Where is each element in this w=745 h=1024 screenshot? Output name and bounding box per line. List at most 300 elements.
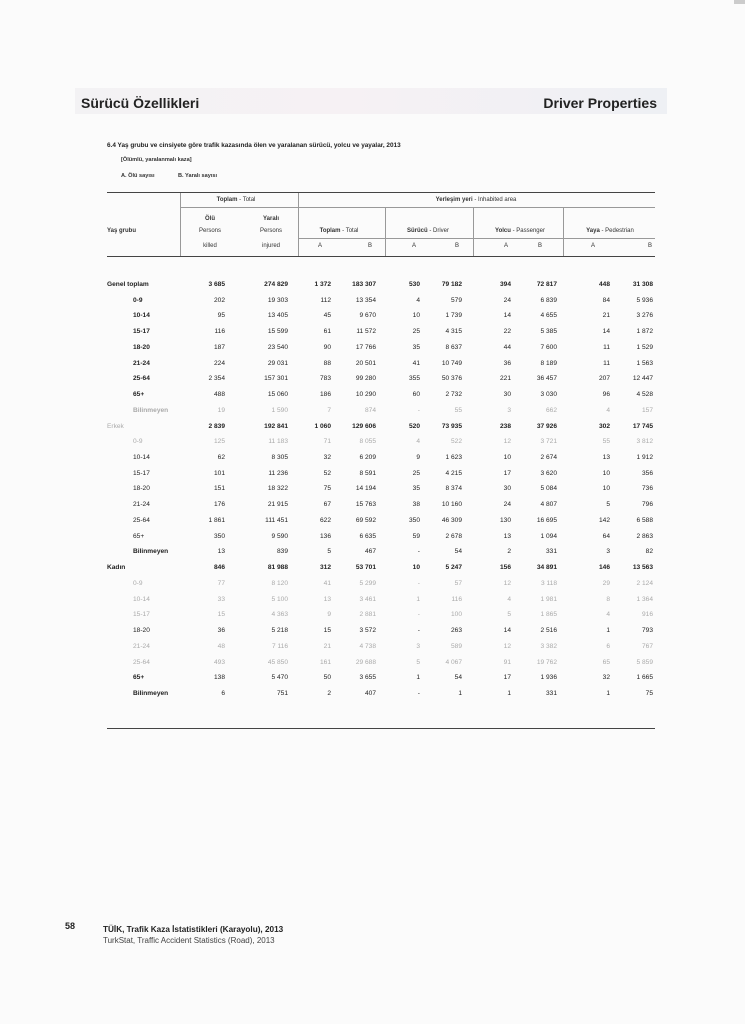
header-injured-en2: injured	[261, 243, 281, 249]
table-cell: 14	[503, 627, 511, 635]
table-cell: 6	[221, 689, 225, 697]
table-cell: 9	[327, 611, 331, 619]
table-cell: 4 363	[271, 611, 288, 619]
table-cell: 17	[503, 469, 511, 477]
table-cell: 75	[323, 485, 331, 493]
divider-total	[180, 193, 181, 256]
table-cell: 1 861	[208, 516, 225, 524]
table-cell: 79 182	[441, 281, 462, 288]
table-cell: 793	[641, 627, 653, 635]
table-cell: 1	[458, 689, 462, 697]
table-cell: 54	[454, 548, 462, 556]
table-cell: 23 540	[267, 343, 288, 351]
table-cell: 1 865	[540, 611, 557, 619]
table-cell: 12	[503, 438, 511, 446]
header-age-group: Yaş grubu	[107, 228, 137, 234]
table-cell: 41	[323, 579, 331, 587]
table-cell: 6 588	[636, 516, 653, 524]
table-cell: 3 620	[540, 469, 557, 477]
table-cell: 8 055	[359, 438, 376, 446]
table-cell: 796	[641, 501, 653, 509]
table-cell: 52	[323, 469, 331, 477]
table-cell: 312	[319, 564, 331, 572]
table-cell: 662	[545, 406, 557, 414]
header-rule-1	[180, 207, 655, 208]
table-cell: 142	[598, 516, 610, 524]
table-cell: 161	[319, 658, 331, 666]
table-subcaption: [Ölümlü, yaralanmalı kaza]	[121, 157, 192, 163]
divider-passenger	[473, 208, 474, 256]
table-cell: 274 829	[264, 281, 288, 288]
row-label: Kadın	[107, 564, 126, 572]
table-cell: 7 116	[271, 642, 288, 650]
table-cell: 10 160	[441, 501, 462, 509]
table-cell: 331	[545, 689, 557, 697]
table-cell: 50 376	[441, 375, 462, 383]
table-cell: 2 354	[208, 375, 225, 383]
table-cell: 8	[606, 595, 610, 603]
header-bottom-rule	[107, 256, 655, 257]
page-number: 58	[65, 921, 76, 931]
table-cell: 1	[606, 627, 610, 635]
scan-edge-mark	[734, 0, 745, 4]
table-cell: 783	[319, 375, 331, 383]
header-passenger: Yolcu - Passenger	[495, 228, 545, 234]
table-cell: 839	[276, 548, 288, 556]
table-cell: 3	[416, 642, 420, 650]
table-cell: 1 872	[636, 328, 653, 336]
table-cell: 15 599	[267, 328, 288, 336]
table-cell: 5	[507, 611, 511, 619]
table-cell: 45 850	[267, 658, 288, 666]
table-cell: 5 084	[540, 485, 557, 493]
table-cell: 2 732	[445, 391, 462, 399]
table-cell: 112	[320, 296, 331, 304]
table-cell: -	[417, 406, 420, 414]
table-cell: 4 738	[359, 642, 376, 650]
table-cell: 45	[323, 312, 331, 320]
table-cell: 156	[499, 564, 511, 572]
table-cell: 5 247	[445, 564, 462, 572]
table-cell: 21	[602, 312, 610, 320]
table-cell: 22	[503, 328, 511, 336]
footer-source-en: TurkStat, Traffic Accident Statistics (Road), 2013	[103, 936, 275, 945]
table-cell: 331	[545, 548, 557, 556]
row-label: 25-64	[133, 375, 150, 383]
table-cell: 8 305	[271, 454, 288, 462]
table-cell: 916	[641, 611, 653, 619]
table-cell: 5 218	[271, 627, 288, 635]
table-cell: 88	[323, 359, 331, 367]
table-cell: 355	[408, 375, 420, 383]
table-cell: 100	[450, 611, 462, 619]
table-cell: 35	[412, 485, 420, 493]
table-cell: 11	[603, 343, 610, 351]
table-cell: 41	[412, 359, 420, 367]
table-cell: 1 739	[445, 312, 462, 320]
table-cell: 5 936	[636, 296, 653, 304]
table-cell: 4 807	[540, 501, 557, 509]
table-cell: 176	[213, 501, 225, 509]
header-passenger-b: B	[537, 243, 543, 249]
table-cell: 151	[213, 485, 225, 493]
table-cell: 31 308	[632, 281, 653, 288]
table-cell: 95	[217, 312, 225, 320]
row-label: 15-17	[133, 611, 150, 619]
row-label: Bilinmeyen	[133, 548, 169, 556]
table-cell: 11	[603, 359, 610, 367]
table-cell: 5 100	[271, 595, 288, 603]
table-cell: 17 745	[632, 422, 653, 430]
table-cell: 13	[503, 532, 511, 540]
table-cell: 520	[408, 422, 420, 430]
table-cell: 1 094	[540, 532, 557, 540]
header-total-a: A	[317, 243, 323, 249]
legend-b: B. Yaralı sayısı	[178, 173, 218, 179]
table-cell: 90	[323, 343, 331, 351]
table-cell: 34 891	[536, 564, 557, 572]
row-label: 15-17	[133, 328, 150, 336]
table-cell: 67	[323, 501, 331, 509]
table-cell: 21 915	[267, 501, 288, 509]
table-cell: 130	[499, 516, 511, 524]
table-cell: 20 501	[355, 359, 376, 367]
table-cell: 21	[323, 642, 331, 650]
row-label: Erkek	[107, 422, 124, 430]
row-label: 10-14	[133, 312, 150, 320]
table-cell: 10	[412, 312, 420, 320]
table-cell: 11 572	[356, 328, 376, 336]
table-cell: 157	[641, 406, 653, 414]
table-cell: 91	[503, 658, 511, 666]
table-cell: 59	[412, 532, 420, 540]
table-cell: 11 183	[268, 438, 288, 446]
table-cell: -	[417, 627, 420, 635]
table-cell: 202	[213, 296, 225, 304]
table-cell: 2 863	[636, 532, 653, 540]
table-cell: 6	[606, 642, 610, 650]
table-cell: 4 067	[445, 658, 462, 666]
table-cell: 350	[408, 516, 420, 524]
table-cell: 13	[217, 548, 225, 556]
table-cell: 5 385	[540, 328, 557, 336]
header-total-b: B	[367, 243, 373, 249]
table-cell: 751	[276, 689, 288, 697]
table-cell: 25	[412, 469, 420, 477]
table-cell: 72 817	[536, 281, 557, 288]
row-label: Bilinmeyen	[133, 689, 169, 697]
table-cell: 84	[602, 296, 610, 304]
table-cell: 32	[602, 674, 610, 682]
legend-a: A. Ölü sayısı	[121, 173, 155, 179]
table-cell: 8 637	[445, 343, 462, 351]
table-cell: 19 762	[536, 658, 557, 666]
table-cell: 29 031	[267, 359, 288, 367]
row-label: 10-14	[133, 595, 150, 603]
table-cell: -	[417, 689, 420, 697]
section-title-tr: Sürücü Özellikleri	[81, 95, 200, 111]
table-cell: 55	[602, 438, 610, 446]
header-inhabited: Yerleşim yeri - Inhabited area	[435, 197, 517, 203]
table-cell: 302	[598, 422, 610, 430]
table-cell: 82	[645, 548, 653, 556]
table-cell: 1 563	[636, 359, 653, 367]
table-cell: 589	[450, 642, 462, 650]
table-cell: 35	[412, 343, 420, 351]
footer-source-tr: TÜİK, Trafik Kaza İstatistikleri (Karayolu), 2013	[103, 925, 284, 934]
table-cell: 2 678	[445, 532, 462, 540]
table-cell: 46 309	[441, 516, 462, 524]
table-cell: 4	[416, 296, 420, 304]
table-cell: 29	[602, 579, 610, 587]
table-cell: 9 590	[271, 532, 288, 540]
table-cell: 1 623	[445, 454, 462, 462]
table-cell: 1 665	[636, 674, 653, 682]
table-cell: 12 447	[632, 375, 653, 383]
table-cell: 186	[319, 391, 331, 399]
table-cell: 10 290	[355, 391, 376, 399]
table-cell: 10	[602, 485, 610, 493]
table-cell: 15	[323, 627, 331, 635]
table-cell: 8 591	[359, 469, 376, 477]
table-cell: 4	[416, 438, 420, 446]
table-cell: 17 766	[355, 343, 376, 351]
table-cell: 29 688	[355, 658, 376, 666]
header-pedestrian-a: A	[590, 243, 596, 249]
table-bottom-rule	[107, 728, 655, 729]
table-cell: 6 839	[540, 296, 557, 304]
table-cell: 25	[412, 328, 420, 336]
table-cell: 522	[450, 438, 462, 446]
table-cell: 3	[507, 406, 511, 414]
table-cell: 48	[217, 642, 225, 650]
table-cell: 13	[323, 595, 331, 603]
table-cell: 4 528	[636, 391, 653, 399]
table-cell: 5	[416, 658, 420, 666]
row-label: 0-9	[133, 438, 143, 446]
row-label: 25-64	[133, 516, 150, 524]
table-cell: 116	[214, 328, 225, 336]
table-cell: 10	[602, 469, 610, 477]
table-cell: 221	[499, 375, 511, 383]
table-cell: 3 276	[636, 312, 653, 320]
row-label: 15-17	[133, 469, 150, 477]
header-injured-tr: Yaralı	[262, 216, 280, 222]
table-cell: 394	[499, 281, 511, 288]
table-cell: -	[417, 611, 420, 619]
divider-pedestrian	[563, 208, 564, 256]
table-cell: 24	[503, 296, 511, 304]
table-cell: 3 572	[359, 627, 376, 635]
header-dead-en2: killed	[203, 243, 217, 249]
table-cell: 2	[507, 548, 511, 556]
table-cell: 77	[217, 579, 225, 587]
table-cell: 4	[606, 406, 610, 414]
table-cell: 407	[364, 689, 376, 697]
table-cell: 1 372	[314, 281, 331, 288]
table-cell: 2 124	[636, 579, 653, 587]
row-label: 65+	[133, 532, 145, 540]
table-cell: 8 374	[445, 485, 462, 493]
table-cell: 530	[408, 281, 420, 288]
table-cell: 3 685	[208, 281, 225, 288]
header-injured-en1: Persons	[259, 228, 283, 234]
table-cell: 4	[606, 611, 610, 619]
table-cell: 1	[507, 689, 511, 697]
row-label: 18-20	[133, 627, 150, 635]
table-cell: 50	[323, 674, 331, 682]
table-cell: 36	[503, 359, 511, 367]
header-rule-2	[298, 238, 655, 239]
row-label: 18-20	[133, 485, 150, 493]
table-cell: 493	[213, 658, 225, 666]
table-cell: 4 215	[445, 469, 462, 477]
table-cell: 263	[450, 627, 462, 635]
table-cell: 448	[598, 281, 610, 288]
table-cell: 2 674	[540, 454, 557, 462]
table-cell: 17	[503, 674, 511, 682]
table-cell: 62	[217, 454, 225, 462]
table-cell: 622	[319, 516, 331, 524]
table-cell: 146	[598, 564, 610, 572]
table-cell: 1 529	[636, 343, 653, 351]
table-cell: 192 841	[264, 422, 288, 430]
table-cell: -	[417, 579, 420, 587]
header-pedestrian-b: B	[647, 243, 653, 249]
table-cell: 467	[364, 548, 376, 556]
table-cell: 69 592	[355, 516, 376, 524]
table-cell: 1 912	[636, 454, 653, 462]
table-cell: 9 670	[359, 312, 376, 320]
table-cell: 81 988	[267, 564, 288, 572]
table-cell: 7 600	[540, 343, 557, 351]
table-cell: 207	[598, 375, 610, 383]
table-cell: 16 695	[536, 516, 557, 524]
table-cell: 10	[412, 564, 420, 572]
table-cell: 6 209	[359, 454, 376, 462]
table-cell: 2 881	[359, 611, 376, 619]
table-caption: 6.4 Yaş grubu ve cinsiyete göre trafik kazasında ölen ve yaralanan sürücü, yolcu ve yayalar, 2013	[107, 142, 401, 149]
header-driver-b: B	[454, 243, 460, 249]
table-cell: 53 701	[355, 564, 376, 572]
table-cell: 3 118	[540, 579, 557, 587]
table-cell: 129 606	[352, 422, 376, 430]
table-cell: 36 457	[536, 375, 557, 383]
table-cell: 8 120	[271, 579, 288, 587]
table-cell: 71	[323, 438, 331, 446]
table-cell: 2	[327, 689, 331, 697]
table-cell: 1 364	[636, 595, 653, 603]
row-label: 65+	[133, 391, 145, 399]
table-cell: 60	[412, 391, 420, 399]
table-cell: 75	[645, 689, 653, 697]
table-cell: 5 299	[359, 579, 376, 587]
table-cell: 19 303	[267, 296, 288, 304]
table-cell: 157 301	[264, 375, 288, 383]
table-cell: 15 060	[267, 391, 288, 399]
row-label: 21-24	[133, 359, 150, 367]
table-cell: 15 763	[355, 501, 376, 509]
row-label: 65+	[133, 674, 145, 682]
table-cell: 4 315	[445, 328, 462, 336]
table-cell: 6 635	[359, 532, 376, 540]
table-cell: -	[417, 548, 420, 556]
table-cell: 10 749	[441, 359, 462, 367]
table-cell: 14	[503, 312, 511, 320]
table-cell: 55	[454, 406, 462, 414]
table-cell: 3 655	[359, 674, 376, 682]
table-cell: 3 382	[540, 642, 557, 650]
table-cell: 18 322	[267, 485, 288, 493]
table-cell: 116	[451, 595, 462, 603]
table-cell: 1	[416, 595, 420, 603]
header-total: Toplam - Total	[216, 197, 256, 203]
table-cell: 12	[503, 579, 511, 587]
table-cell: 5 859	[636, 658, 653, 666]
table-cell: 14	[602, 328, 610, 336]
row-label: 18-20	[133, 343, 150, 351]
table-cell: 2 839	[208, 422, 225, 430]
table-cell: 73 935	[441, 422, 462, 430]
table-cell: 238	[499, 422, 511, 430]
table-cell: 579	[450, 296, 462, 304]
divider-driver	[385, 208, 386, 256]
table-cell: 5	[327, 548, 331, 556]
table-cell: 2 516	[540, 627, 557, 635]
table-cell: 12	[503, 642, 511, 650]
table-cell: 5 470	[271, 674, 288, 682]
table-cell: 874	[364, 406, 376, 414]
table-cell: 44	[503, 343, 511, 351]
table-cell: 1	[416, 674, 420, 682]
row-label: Bilinmeyen	[133, 406, 169, 414]
header-dead-en1: Persons	[198, 228, 222, 234]
table-cell: 64	[602, 532, 610, 540]
row-label: 21-24	[133, 501, 150, 509]
header-dead-tr: Ölü	[205, 216, 215, 222]
table-cell: 3 030	[540, 391, 557, 399]
table-cell: 1 590	[271, 406, 288, 414]
table-cell: 14 194	[355, 485, 376, 493]
table-cell: 3	[606, 548, 610, 556]
table-cell: 13 563	[632, 564, 653, 572]
table-cell: 183 307	[352, 281, 376, 288]
table-cell: 1	[606, 689, 610, 697]
row-label: Genel toplam	[107, 281, 149, 288]
table-cell: 736	[641, 485, 653, 493]
row-label: 25-64	[133, 658, 150, 666]
table-cell: 1 981	[540, 595, 557, 603]
table-cell: 33	[217, 595, 225, 603]
row-label: 21-24	[133, 642, 150, 650]
table-cell: 36	[217, 627, 225, 635]
row-label: 0-9	[133, 296, 143, 304]
table-cell: 224	[213, 359, 225, 367]
table-cell: 350	[213, 532, 225, 540]
table-cell: 1 936	[540, 674, 557, 682]
table-cell: 111 451	[265, 516, 288, 524]
header-sub-total: Toplam - Total	[319, 228, 359, 234]
table-cell: 4 655	[540, 312, 557, 320]
table-cell: 57	[454, 579, 462, 587]
table-cell: 7	[327, 406, 331, 414]
table-cell: 54	[454, 674, 462, 682]
table-cell: 30	[503, 485, 511, 493]
row-label: 10-14	[133, 454, 150, 462]
table-cell: 9	[416, 454, 420, 462]
table-cell: 187	[213, 343, 225, 351]
table-cell: 3 461	[359, 595, 376, 603]
